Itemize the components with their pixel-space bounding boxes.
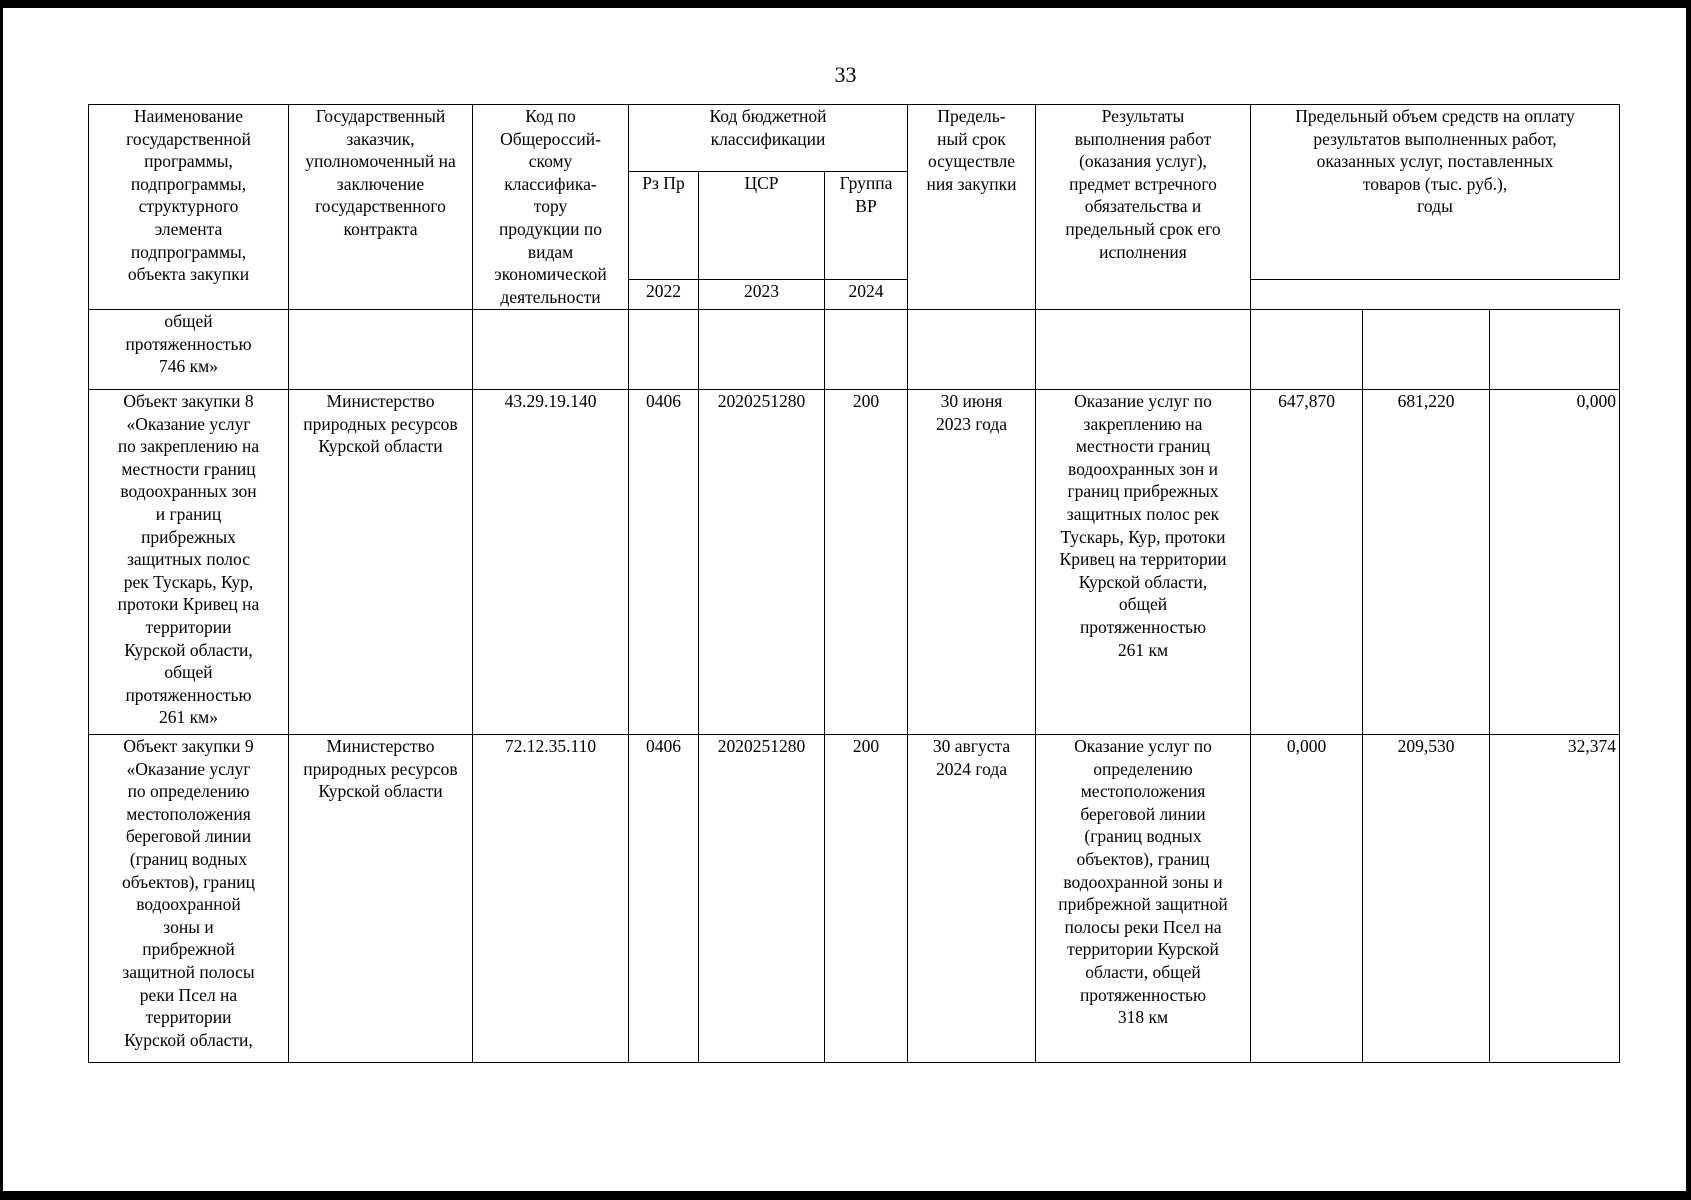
scan-border-top — [0, 0, 1691, 8]
header-year-2022: 2022 — [629, 280, 699, 310]
cell-2024: 0,000 — [1490, 390, 1620, 735]
header-csr: ЦСР — [699, 172, 825, 280]
cell-okved: 43.29.19.140 — [473, 390, 629, 735]
header-row-1 — [89, 105, 1620, 172]
header-budget-code: Код бюджетной классификации — [629, 105, 908, 172]
cell-rz-pr: 0406 — [629, 735, 699, 1063]
header-limit: Предельный объем средств на оплату результатов выполненных работ, оказанных услуг, поставленных товаров (тыс. руб.), годы — [1251, 105, 1620, 280]
cell-csr — [699, 310, 825, 390]
cell-csr: 2020251280 — [699, 735, 825, 1063]
header-results: Результаты выполнения работ (оказания услуг), предмет встречного обязательства и предельный срок его исполнения — [1036, 105, 1251, 310]
cell-deadline — [908, 310, 1036, 390]
header-rz-pr: Рз Пр — [629, 172, 699, 280]
header-deadline: Предель- ный срок осуществле ния закупки — [908, 105, 1036, 310]
cell-program: Объект закупки 9 «Оказание услуг по определению местоположения береговой линии (границ водных объектов), границ водоохранной зоны и прибрежной защитной полосы реки Псел на территории Курской области, — [89, 735, 289, 1063]
cell-2023: 681,220 — [1363, 390, 1490, 735]
cell-2023 — [1363, 310, 1490, 390]
scan-border-left — [0, 0, 3, 1200]
scan-border-bottom — [0, 1191, 1691, 1200]
cell-program: общей протяженностью 746 км» — [89, 310, 289, 390]
table-row — [89, 390, 1620, 735]
cell-2024: 32,374 — [1490, 735, 1620, 1063]
cell-group-vr: 200 — [825, 735, 908, 1063]
header-customer: Государственный заказчик, уполномоченный на заключение государственного контракта — [289, 105, 473, 310]
cell-rz-pr: 0406 — [629, 390, 699, 735]
cell-customer: Министерство природных ресурсов Курской области — [289, 735, 473, 1063]
header-year-2023: 2023 — [699, 280, 825, 310]
cell-program: Объект закупки 8 «Оказание услуг по закреплению на местности границ водоохранных зон и границ прибрежных защитных полос рек Тускарь, Кур, протоки Кривец на территории Курской области, общей протяженностью 261 км» — [89, 390, 289, 735]
cell-okved: 72.12.35.110 — [473, 735, 629, 1063]
cell-deadline: 30 августа 2024 года — [908, 735, 1036, 1063]
header-year-2024: 2024 — [825, 280, 908, 310]
cell-2022 — [1251, 310, 1363, 390]
table-row — [89, 735, 1620, 1063]
cell-2024 — [1490, 310, 1620, 390]
cell-okved — [473, 310, 629, 390]
procurement-table — [88, 104, 1620, 1063]
header-group-vr: Группа ВР — [825, 172, 908, 280]
cell-group-vr: 200 — [825, 390, 908, 735]
cell-customer: Министерство природных ресурсов Курской области — [289, 390, 473, 735]
header-okved: Код по Общероссий- скому классифика- тору продукции по видам экономической деятельности — [473, 105, 629, 310]
cell-group-vr — [825, 310, 908, 390]
cell-customer — [289, 310, 473, 390]
cell-results: Оказание услуг по закреплению на местности границ водоохранных зон и границ прибрежных защитных полос рек Тускарь, Кур, протоки Кривец на территории Курской области, общей протяженностью 261 км — [1036, 390, 1251, 735]
cell-csr: 2020251280 — [699, 390, 825, 735]
cell-2022: 0,000 — [1251, 735, 1363, 1063]
cell-results — [1036, 310, 1251, 390]
header-program: Наименование государственной программы, подпрограммы, структурного элемента подпрограммы, объекта закупки — [89, 105, 289, 310]
cell-rz-pr — [629, 310, 699, 390]
cell-results: Оказание услуг по определению местоположения береговой линии (границ водных объектов), границ водоохранной зоны и прибрежной защитной полосы реки Псел на территории Курской области, общей протяженностью 318 км — [1036, 735, 1251, 1063]
cell-2023: 209,530 — [1363, 735, 1490, 1063]
cell-2022: 647,870 — [1251, 390, 1363, 735]
page-number: 33 — [834, 62, 857, 87]
cell-deadline: 30 июня 2023 года — [908, 390, 1036, 735]
table-row — [89, 310, 1620, 390]
scan-border-right — [1686, 0, 1691, 1200]
